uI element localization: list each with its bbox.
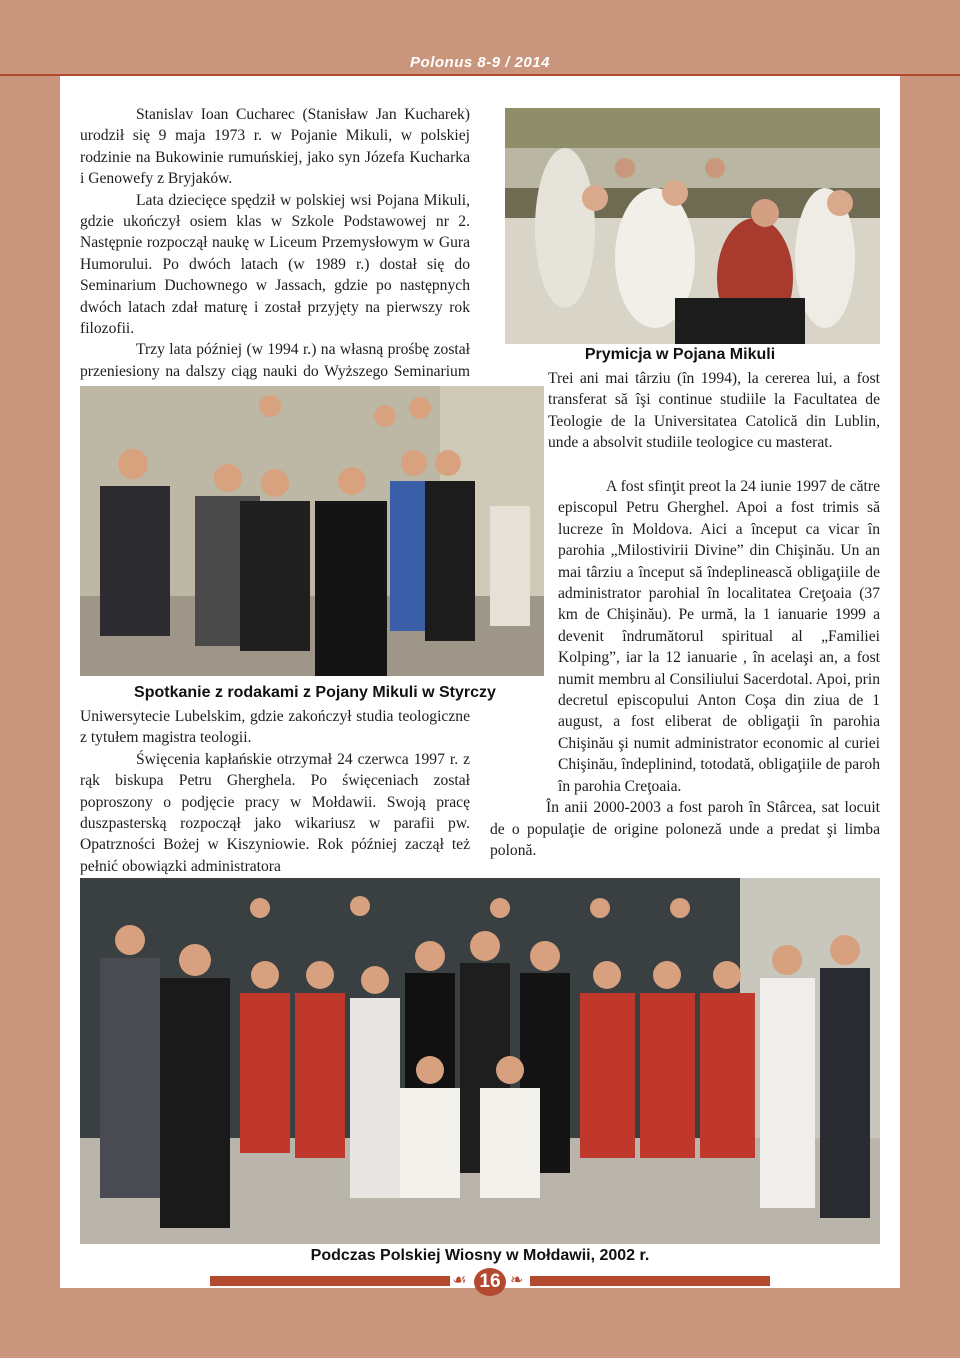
photo-prymicja-image <box>505 108 880 344</box>
caption-spotkanie: Spotkanie z rodakami z Pojany Mikuli w Styrczy <box>134 684 496 701</box>
paragraph-3: Trzy lata później (w 1994 r.) na własną prośbę został przeniesiony na dalszy ciąg nauki do Wyższego Seminarium <box>80 341 470 380</box>
paragraph-ro-2: A fost sfinţit preot la 24 iunie 1997 de către episcopul Petru Gherghel. Apoi a fost trimis să lucreze în Moldova. Aici a început ca vicar în parohia „Milostivirii Divine” din Chişinău. Un an mai târziu a început să îndeplinească obligaţiile de administrator parohial în localitatea Creţoaia (37 km de Chişinău). Pe urmă, la 1 ianuarie 1999 a devenit îndrumătorul spiritual al „Familiei Kolping”, iar la 12 ianuarie , în acelaşi an, a fost numit membru al Consiliului Sacerdotal. Apoi, prin decretul episcopului Anton Coşa din ziua de 1 august, a fost eliberat de obligaţii în parohia Chişinău şi numit administrator economic al curiei Chişinău, îndeplinind, totodată, obligaţiile de paroh în parohia Creţoaia. <box>558 478 880 795</box>
right-column-text-top <box>548 368 880 454</box>
photo-prymicja <box>505 108 880 344</box>
header-rule <box>0 74 960 76</box>
paragraph-ro-1: Trei ani mai târziu (în 1994), la cererea lui, a fost transferat să îşi continue studiile la Facultatea de Teologie de la Universitatea Catolică din Lublin, unde a absolvit studiile teologice cu masterat. <box>548 370 880 452</box>
magazine-header-title: Polonus 8-9 / 2014 <box>410 54 550 71</box>
photo-spotkanie-image <box>80 386 544 676</box>
page-number: 16 <box>474 1268 506 1296</box>
left-column-top-text <box>80 104 470 404</box>
ornament-right-icon: ❧ <box>510 1270 524 1289</box>
paragraph-4: Uniwersytecie Lubelskim, gdzie zakończył studia teologiczne z tytułem magistra teologii. <box>80 708 470 747</box>
right-column-text <box>490 476 880 861</box>
photo-polska-wiosna-image <box>80 878 880 1244</box>
footer-bar-left <box>210 1276 450 1286</box>
left-column-bottom-text <box>80 706 470 877</box>
caption-prymicja: Prymicja w Pojana Mikuli <box>584 346 776 363</box>
paragraph-ro-3: În anii 2000-2003 a fost paroh în Stârcea, sat locuit de o populaţie de origine poloneză unde a predat şi limba polonă. <box>490 799 880 859</box>
footer-bar-right <box>530 1276 770 1286</box>
photo-spotkanie <box>80 386 544 676</box>
ornament-left-icon: ☙ <box>452 1270 467 1289</box>
caption-polska-wiosna: Podczas Polskiej Wiosny w Mołdawii, 2002 r. <box>310 1247 650 1264</box>
paragraph-2: Lata dziecięce spędził w polskiej wsi Pojana Mikuli, gdzie ukończył osiem klas w Szkole Podstawowej nr 2. Następnie rozpoczął naukę w Liceum Przemysłowym w Gura Humorului. Po dwóch latach (w 1989 r.) dostał się do Seminarium Duchownego w Jassach, gdzie po następnych dwóch latach zdał maturę i został przyjęty na pierwszy rok filozofii. <box>80 191 470 338</box>
paragraph-5: Święcenia kapłańskie otrzymał 24 czerwca 1997 r. z rąk biskupa Petru Gherghela. Po święceniach został poproszony o podjęcie pracy w Mołdawii. Swoją pracę duszpasterską rozpoczął jako wikariusz w parafii pw. Opatrzności Bożej w Kiszyniowie. Rok później zaczął też pełnić obowiązki administratora <box>80 750 470 875</box>
paragraph-1: Stanislav Ioan Cucharec (Stanisław Jan Kucharek) urodził się 9 maja 1973 r. w Pojanie Mikuli, w polskiej rodzinie na Bukowinie rumuńskiej, jako syn Józefa Kucharka i Genowefy z Bryjaków. <box>80 106 470 188</box>
photo-polska-wiosna <box>80 878 880 1244</box>
